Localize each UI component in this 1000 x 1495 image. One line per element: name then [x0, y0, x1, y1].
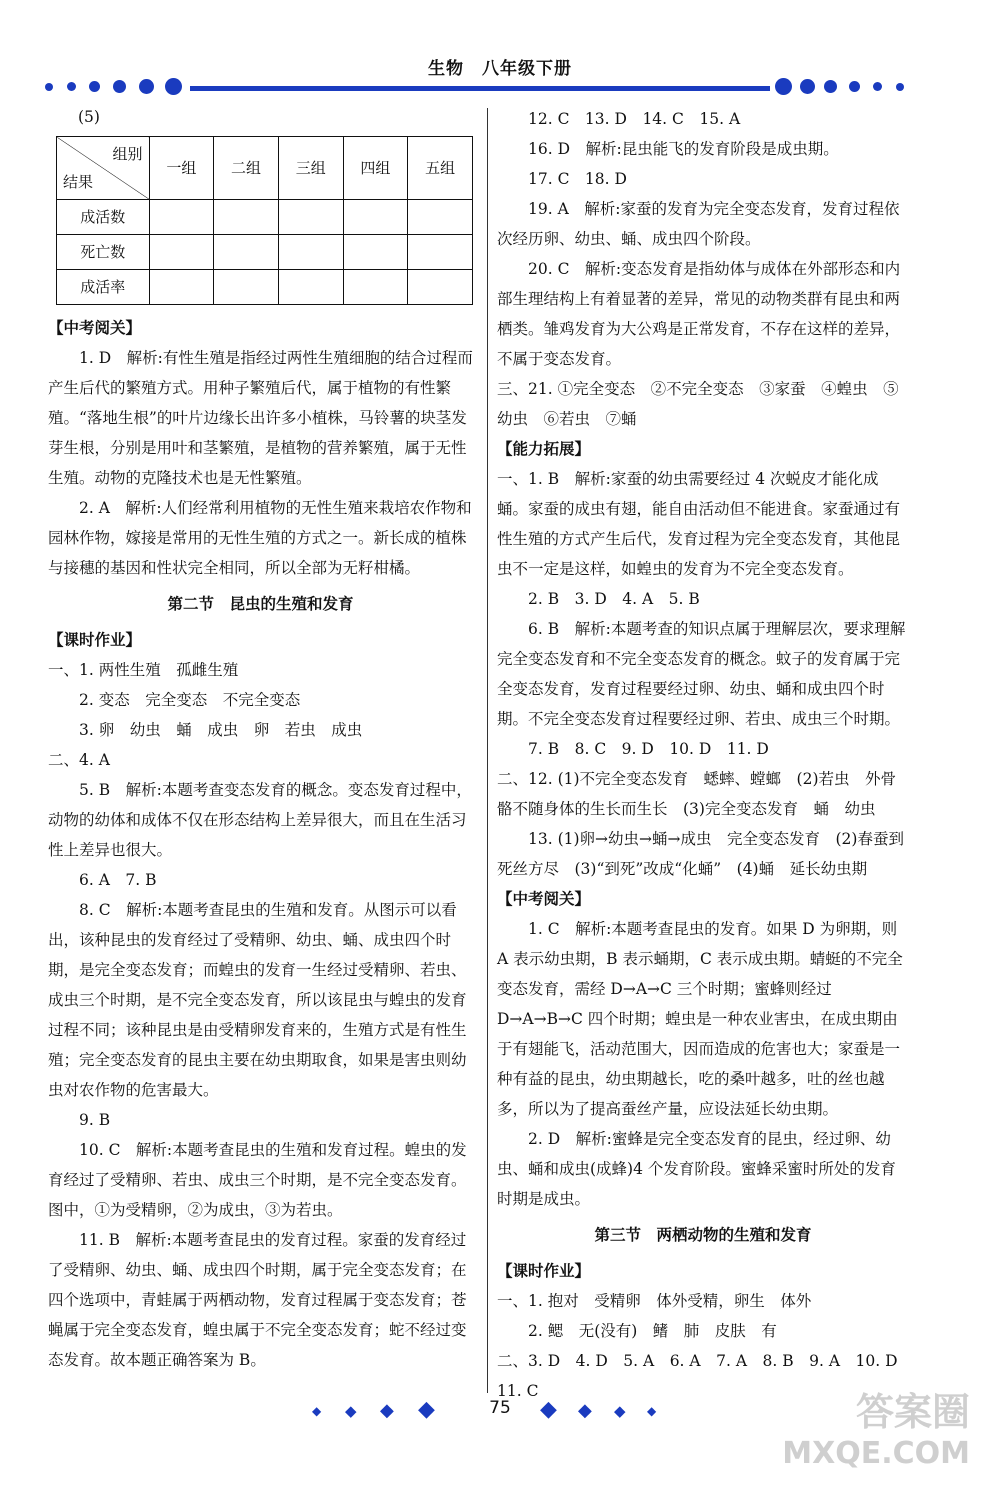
section-label: 【中考阅关】	[48, 318, 142, 337]
answer: 20. C 解析:变态发育是指幼体与成体在外部形态和内部生理结构上有着显著的差异，常见的动物类群有昆虫和两栖类。雏鸡发育为大公鸡是正常发育，不存在这样的差异，不属于变态发育。	[497, 260, 901, 368]
diamond-icon: ◆	[614, 1402, 626, 1420]
cell	[343, 270, 408, 305]
diamond-icon: ◆	[418, 1397, 435, 1422]
header-dot	[89, 81, 100, 92]
answer: 8. C 解析:本题考查昆虫的生殖和发育。从图示可以看出，该种昆虫的发育经过了受精卵、幼虫、蛹、成虫四个时期，是完全变态发育；而蝗虫的发育一生经过受精卵、若虫、成虫三个时期，是不完全变态发育，所以该昆虫与蝗虫的发育过程不同；该种昆虫是由受精卵发育来的，生殖方式是有性生殖；完全变态发育的昆虫主要在幼虫期取食，如果是害虫则幼虫对农作物的危害最大。	[48, 901, 467, 1099]
header-dot	[165, 78, 182, 95]
answer: 11. B 解析:本题考查昆虫的发育过程。家蚕的发育经过了受精卵、幼虫、蛹、成虫四个时期，属于完全变态发育；在四个选项中，青蛙属于两栖动物，发育过程属于变态发育；苍蝇属于完全变态发育，蝗虫属于不完全变态发育；蛇不经过变态发育。故本题正确答案为 B。	[48, 1231, 467, 1369]
section-label: 【中考阅关】	[497, 889, 591, 908]
corner-top: 组别	[112, 145, 143, 163]
header-dot	[113, 80, 126, 93]
corner-bottom: 结果	[63, 173, 94, 191]
answer: 2. 鳃 无(没有) 鳍 肺 皮肤 有	[528, 1322, 777, 1340]
cell	[343, 235, 408, 270]
cell	[408, 200, 473, 235]
answer: 一、1. 两性生殖 孤雌生殖	[48, 661, 239, 679]
answer: 一、1. B 解析:家蚕的幼虫需要经过 4 次蜕皮才能化成蛹。家蚕的成虫有翅，能自由活动但不能进食。家蚕通过有性生殖的方式产生后代，发育过程为完全变态发育，其他昆虫不一定是这样，如蝗虫的发育为不完全变态发育。	[497, 470, 901, 578]
answer: 11. C	[497, 1382, 539, 1400]
watermark-line2: MXQE.COM	[782, 1436, 970, 1471]
answer: 1. C 解析:本题考查昆虫的发育。如果 D 为卵期，则 A 表示幼虫期，B 表示蛹期，C 表示成虫期。蜻蜓的不完全变态发育，需经 D→A→C 三个时期；蜜蜂则经过 D→A→B→C 四个时期；蝗虫是一种农业害虫，在成虫期由于有翅能飞，活动范围大，因而造成的危害也大；家蚕是一种有益的昆虫，幼虫期越长，吃的桑叶越多，吐的丝也越多，所以为了提高蚕丝产量，应设法延长幼虫期。	[497, 920, 903, 1118]
row-header: 成活率	[57, 270, 150, 305]
section-label: 【课时作业】	[48, 630, 142, 649]
header-dot	[45, 83, 53, 91]
diamond-icon: ◆	[578, 1400, 592, 1421]
answer: 二、12. (1)不完全变态发育 蟋蟀、螳螂 (2)若虫 外骨骼不随身体的生长而生长 (3)完全变态发育 蛹 幼虫	[497, 770, 896, 818]
answer: 13. (1)卵→幼虫→蛹→成虫 完全变态发育 (2)春蚕到死丝方尽 (3)“到死”改成“化蛹” (4)蛹 延长幼虫期	[497, 830, 904, 878]
col-header: 二组	[214, 137, 279, 200]
answer: 6. B 解析:本题考查的知识点属于理解层次，要求理解完全变态发育和不完全变态发育的概念。蚊子的发育属于完全变态发育，发育过程要经过卵、幼虫、蛹和成虫四个时期。不完全变态发育过程要经过卵、若虫、成虫三个时期。	[497, 620, 906, 728]
section-label: 【课时作业】	[497, 1261, 591, 1280]
table-corner	[57, 137, 150, 200]
cell	[408, 235, 473, 270]
answer: 10. C 解析:本题考查昆虫的生殖和发育过程。蝗虫的发育经过了受精卵、若虫、成虫三个时期，是不完全变态发育。图中，①为受精卵，②为成虫，③为若虫。	[48, 1141, 467, 1219]
row-header: 死亡数	[57, 235, 150, 270]
page-number: 75	[489, 1398, 511, 1418]
diamond-icon: ◆	[540, 1397, 557, 1422]
diamond-icon: ◆	[647, 1404, 657, 1418]
cell	[214, 235, 279, 270]
answer: 16. D 解析:昆虫能飞的发育阶段是成虫期。	[528, 140, 839, 158]
diamond-icon: ◆	[345, 1402, 357, 1420]
header-dot	[849, 81, 860, 92]
cell	[214, 270, 279, 305]
page-header	[0, 50, 1000, 110]
cell	[408, 270, 473, 305]
answer: 2. B 3. D 4. A 5. B	[528, 590, 700, 608]
answer: 1. D 解析:有性生殖是指经过两性生殖细胞的结合过程而产生后代的繁殖方式。用种子繁殖后代，属于植物的有性繁殖。“落地生根”的叶片边缘长出许多小植株，马铃薯的块茎发芽生根，分别是用叶和茎繁殖，是植物的营养繁殖，属于无性生殖。动物的克隆技术也是无性繁殖。	[48, 349, 473, 487]
results-table	[56, 136, 473, 305]
answer: 2. 变态 完全变态 不完全变态	[79, 691, 301, 709]
answer: 3. 卵 幼虫 蛹 成虫 卵 若虫 成虫	[79, 721, 363, 739]
header-dot	[873, 82, 882, 91]
answer: 三、21. ①完全变态 ②不完全变态 ③家蚕 ④蝗虫 ⑤幼虫 ⑥若虫 ⑦蛹	[497, 380, 899, 428]
cell	[278, 235, 343, 270]
answer: 19. A 解析:家蚕的发育为完全变态发育，发育过程依次经历卵、幼虫、蛹、成虫四个阶段。	[497, 200, 900, 248]
section-heading: 第三节 两栖动物的生殖和发育	[594, 1226, 812, 1244]
cell	[214, 200, 279, 235]
cell	[278, 200, 343, 235]
table-label: (5)	[78, 108, 100, 126]
answer: 一、1. 抱对 受精卵 体外受精，卵生 体外	[497, 1292, 812, 1310]
header-dot	[896, 83, 904, 91]
diamond-icon: ◆	[380, 1400, 394, 1421]
header-dot	[800, 79, 815, 94]
right-column	[497, 104, 909, 1406]
header-dot	[139, 79, 154, 94]
column-divider	[487, 108, 488, 1393]
answer: 5. B 解析:本题考查变态发育的概念。变态发育过程中，动物的幼体和成体不仅在形态结构上差异很大，而且在生活习性上差异也很大。	[48, 781, 472, 859]
header-title: 生物 八年级下册	[428, 59, 572, 79]
watermark	[782, 1391, 970, 1475]
col-header: 三组	[278, 137, 343, 200]
diamond-icon: ◆	[312, 1404, 322, 1418]
left-column	[48, 102, 473, 1375]
cell	[343, 200, 408, 235]
col-header: 五组	[408, 137, 473, 200]
col-header: 一组	[149, 137, 214, 200]
cell	[149, 270, 214, 305]
cell	[278, 270, 343, 305]
answer: 2. D 解析:蜜蜂是完全变态发育的昆虫，经过卵、幼虫、蛹和成虫(成蜂)4 个发育阶段。蜜蜂采蜜时所处的发育时期是成虫。	[497, 1130, 896, 1208]
answer: 7. B 8. C 9. D 10. D 11. D	[528, 740, 769, 758]
answer: 二、3. D 4. D 5. A 6. A 7. A 8. B 9. A 10. D	[497, 1352, 898, 1370]
answer: 2. A 解析:人们经常利用植物的无性生殖来栽培农作物和园林作物，嫁接是常用的无性生殖的方式之一。新长成的植株与接穗的基因和性状完全相同，所以全部为无籽柑橘。	[48, 499, 472, 577]
answer: 6. A 7. B	[79, 871, 157, 889]
cell	[149, 200, 214, 235]
answer: 二、4. A	[48, 751, 110, 769]
header-dot	[824, 80, 837, 93]
answer: 17. C 18. D	[528, 170, 627, 188]
col-header: 四组	[343, 137, 408, 200]
section-heading: 第二节 昆虫的生殖和发育	[167, 595, 354, 613]
answer: 9. B	[79, 1111, 111, 1129]
header-rule	[190, 86, 770, 91]
header-dot	[775, 78, 792, 95]
section-label: 【能力拓展】	[497, 439, 591, 458]
cell	[149, 235, 214, 270]
row-header: 成活数	[57, 200, 150, 235]
watermark-line1: 答案圈	[855, 1390, 970, 1434]
answer: 12. C 13. D 14. C 15. A	[528, 110, 741, 128]
header-dot	[67, 82, 76, 91]
